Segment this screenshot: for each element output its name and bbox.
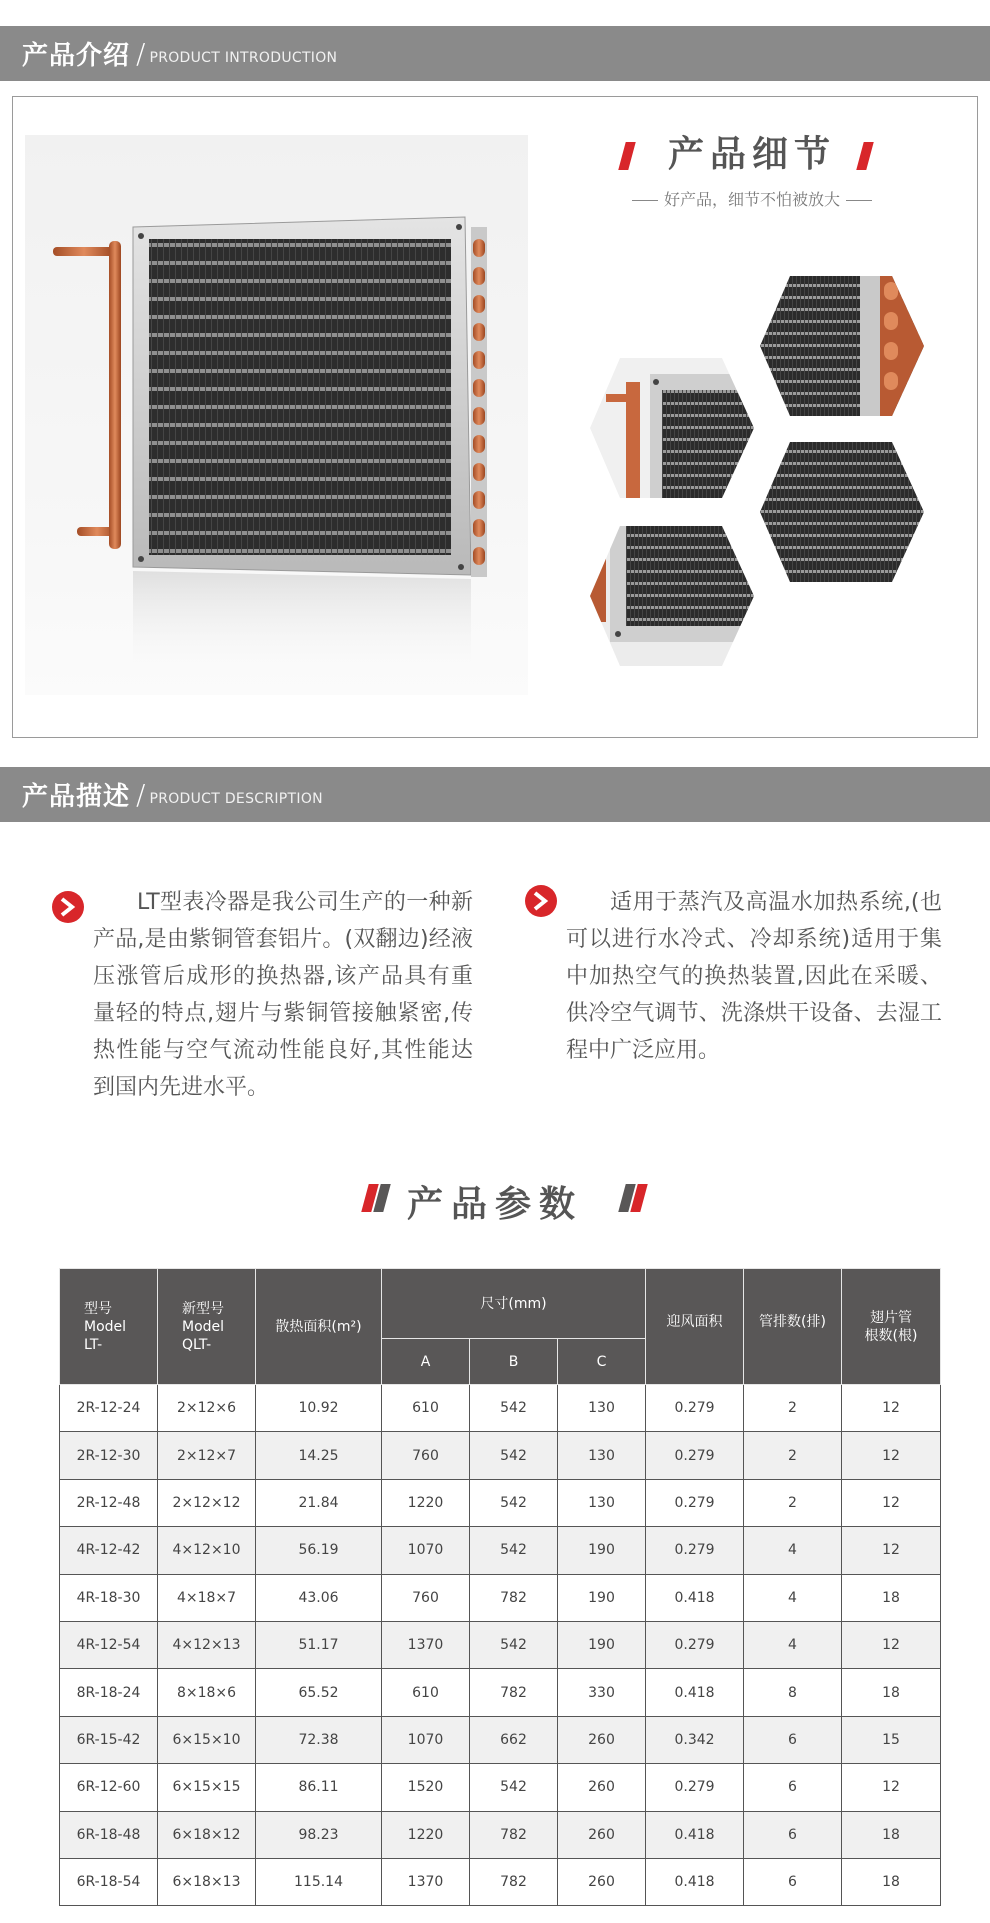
table-cell: 0.418 — [646, 1858, 744, 1905]
table-cell: 1220 — [382, 1479, 470, 1526]
table-cell: 115.14 — [256, 1858, 382, 1905]
table-cell: 12 — [842, 1385, 941, 1432]
table-cell: 2×12×6 — [158, 1385, 256, 1432]
table-cell: 0.279 — [646, 1527, 744, 1574]
section-title: 产品描述 — [22, 782, 131, 812]
table-cell: 18 — [842, 1858, 941, 1905]
table-cell: 6R-18-54 — [60, 1858, 158, 1905]
table-cell: 330 — [558, 1669, 646, 1716]
table-row — [60, 1811, 941, 1858]
table-cell: 2 — [744, 1432, 842, 1479]
table-cell: 130 — [558, 1479, 646, 1526]
table-cell: 542 — [470, 1764, 558, 1811]
table-cell: 6 — [744, 1716, 842, 1763]
header-a: A — [382, 1339, 470, 1385]
table-cell: 6 — [744, 1811, 842, 1858]
table-cell: 1370 — [382, 1858, 470, 1905]
table-row — [60, 1479, 941, 1526]
table-row — [60, 1764, 941, 1811]
table-row — [60, 1669, 941, 1716]
section-subtitle: PRODUCT INTRODUCTION — [149, 49, 338, 66]
table-cell: 4R-18-30 — [60, 1574, 158, 1621]
table-cell: 1220 — [382, 1811, 470, 1858]
table-cell: 130 — [558, 1432, 646, 1479]
chevron-right-circle-icon — [51, 890, 85, 924]
table-cell: 1070 — [382, 1527, 470, 1574]
table-cell: 4R-12-42 — [60, 1527, 158, 1574]
table-cell: 6×18×12 — [158, 1811, 256, 1858]
chevron-right-circle-icon — [524, 884, 558, 918]
header-size: 尺寸(mm) — [382, 1269, 646, 1339]
header-new-model: 新型号 Model QLT- — [158, 1269, 256, 1385]
table-cell: 8R-18-24 — [60, 1669, 158, 1716]
hex-detail-fins — [760, 438, 930, 588]
table-cell: 2×12×12 — [158, 1479, 256, 1526]
table-cell: 12 — [842, 1621, 941, 1668]
table-row — [60, 1621, 941, 1668]
table-cell: 0.418 — [646, 1669, 744, 1716]
table-cell: 0.279 — [646, 1432, 744, 1479]
detail-subtitle-text: 好产品，细节不怕被放大 — [663, 190, 840, 209]
spec-table-body — [60, 1385, 941, 1906]
table-cell: 4 — [744, 1574, 842, 1621]
header-face-area: 迎风面积 — [646, 1269, 744, 1385]
table-cell: 542 — [470, 1479, 558, 1526]
detail-subtitle — [602, 187, 902, 210]
table-cell: 610 — [382, 1385, 470, 1432]
table-cell: 6 — [744, 1764, 842, 1811]
section-header-desc — [0, 767, 990, 822]
table-cell: 43.06 — [256, 1574, 382, 1621]
table-row — [60, 1716, 941, 1763]
table-cell: 8 — [744, 1669, 842, 1716]
section-title: 产品介绍 — [22, 41, 131, 71]
table-cell: 12 — [842, 1432, 941, 1479]
table-cell: 51.17 — [256, 1621, 382, 1668]
table-cell: 72.38 — [256, 1716, 382, 1763]
subtitle-dash-left — [632, 200, 658, 201]
table-cell: 760 — [382, 1574, 470, 1621]
section-subtitle: PRODUCT DESCRIPTION — [149, 790, 323, 807]
table-cell: 2R-12-30 — [60, 1432, 158, 1479]
table-cell: 2 — [744, 1479, 842, 1526]
table-cell: 4R-12-54 — [60, 1621, 158, 1668]
hex-detail-copper-bends — [760, 272, 930, 422]
table-cell: 260 — [558, 1811, 646, 1858]
table-cell: 4 — [744, 1621, 842, 1668]
table-cell: 6×15×15 — [158, 1764, 256, 1811]
table-cell: 0.279 — [646, 1479, 744, 1526]
table-cell: 0.279 — [646, 1621, 744, 1668]
section-slash: / — [136, 37, 146, 70]
table-cell: 1370 — [382, 1621, 470, 1668]
table-cell: 260 — [558, 1716, 646, 1763]
table-cell: 12 — [842, 1527, 941, 1574]
detail-hexagon-gallery — [590, 270, 930, 670]
table-cell: 4×12×10 — [158, 1527, 256, 1574]
description-left: LT型表冷器是我公司生产的一种新产品,是由紫铜管套铝片。(双翻边)经液压涨管后成形的换热器,该产品具有重量轻的特点,翅片与紫铜管接触紧密,传热性能与空气流动性能良好,其性能达到国内先进水平。 — [93, 890, 473, 1100]
table-cell: 15 — [842, 1716, 941, 1763]
table-cell: 4×12×13 — [158, 1621, 256, 1668]
table-cell: 21.84 — [256, 1479, 382, 1526]
table-cell: 662 — [470, 1716, 558, 1763]
table-cell: 12 — [842, 1764, 941, 1811]
table-cell: 190 — [558, 1574, 646, 1621]
header-area: 散热面积(m²) — [256, 1269, 382, 1385]
table-cell: 190 — [558, 1527, 646, 1574]
table-cell: 130 — [558, 1385, 646, 1432]
table-cell: 98.23 — [256, 1811, 382, 1858]
table-cell: 6R-15-42 — [60, 1716, 158, 1763]
section-header-intro — [0, 26, 990, 81]
table-cell: 8×18×6 — [158, 1669, 256, 1716]
table-cell: 86.11 — [256, 1764, 382, 1811]
table-cell: 260 — [558, 1764, 646, 1811]
table-cell: 4×18×7 — [158, 1574, 256, 1621]
table-cell: 10.92 — [256, 1385, 382, 1432]
table-cell: 542 — [470, 1432, 558, 1479]
table-cell: 6R-18-48 — [60, 1811, 158, 1858]
table-cell: 2×12×7 — [158, 1432, 256, 1479]
table-cell: 0.418 — [646, 1811, 744, 1858]
table-cell: 18 — [842, 1811, 941, 1858]
table-cell: 0.342 — [646, 1716, 744, 1763]
table-cell: 782 — [470, 1811, 558, 1858]
table-cell: 4 — [744, 1527, 842, 1574]
table-cell: 12 — [842, 1479, 941, 1526]
param-title: 产品参数 — [406, 1184, 583, 1225]
table-cell: 190 — [558, 1621, 646, 1668]
table-cell: 18 — [842, 1574, 941, 1621]
product-photo — [25, 135, 528, 695]
table-cell: 1070 — [382, 1716, 470, 1763]
table-row — [60, 1858, 941, 1905]
table-cell: 14.25 — [256, 1432, 382, 1479]
header-b: B — [470, 1339, 558, 1385]
table-cell: 542 — [470, 1385, 558, 1432]
table-cell: 56.19 — [256, 1527, 382, 1574]
table-cell: 782 — [470, 1669, 558, 1716]
section-slash: / — [136, 778, 146, 811]
description-right: 适用于蒸汽及高温水加热系统,(也可以进行水冷式、冷却系统)适用于集中加热空气的换热装置,因此在采暖、供冷空气调节、洗涤烘干设备、去湿工程中广泛应用。 — [566, 890, 942, 1063]
table-cell: 2R-12-24 — [60, 1385, 158, 1432]
table-row — [60, 1527, 941, 1574]
table-cell: 782 — [470, 1858, 558, 1905]
table-cell: 6 — [744, 1858, 842, 1905]
table-row — [60, 1574, 941, 1621]
table-cell: 6×15×10 — [158, 1716, 256, 1763]
table-cell: 0.418 — [646, 1574, 744, 1621]
table-cell: 0.279 — [646, 1764, 744, 1811]
table-cell: 260 — [558, 1858, 646, 1905]
table-cell: 18 — [842, 1669, 941, 1716]
table-cell: 0.279 — [646, 1385, 744, 1432]
table-cell: 6R-12-60 — [60, 1764, 158, 1811]
table-cell: 542 — [470, 1621, 558, 1668]
table-cell: 760 — [382, 1432, 470, 1479]
table-cell: 542 — [470, 1527, 558, 1574]
table-cell: 2R-12-48 — [60, 1479, 158, 1526]
table-cell: 610 — [382, 1669, 470, 1716]
table-cell: 2 — [744, 1385, 842, 1432]
header-model: 型号 Model LT- — [60, 1269, 158, 1385]
hex-detail-frame-corner — [590, 522, 760, 670]
table-cell: 65.52 — [256, 1669, 382, 1716]
table-cell: 782 — [470, 1574, 558, 1621]
header-fin-count: 翅片管 根数(根) — [842, 1269, 941, 1385]
table-row — [60, 1385, 941, 1432]
detail-title: 产品细节 — [667, 134, 836, 175]
table-cell: 1520 — [382, 1764, 470, 1811]
header-c: C — [558, 1339, 646, 1385]
table-cell: 6×18×13 — [158, 1858, 256, 1905]
table-row — [60, 1432, 941, 1479]
subtitle-dash-right — [846, 200, 872, 201]
spec-table — [59, 1268, 941, 1906]
hex-detail-header-corner — [590, 354, 760, 504]
heat-exchanger-image — [25, 135, 528, 695]
header-rows: 管排数(排) — [744, 1269, 842, 1385]
